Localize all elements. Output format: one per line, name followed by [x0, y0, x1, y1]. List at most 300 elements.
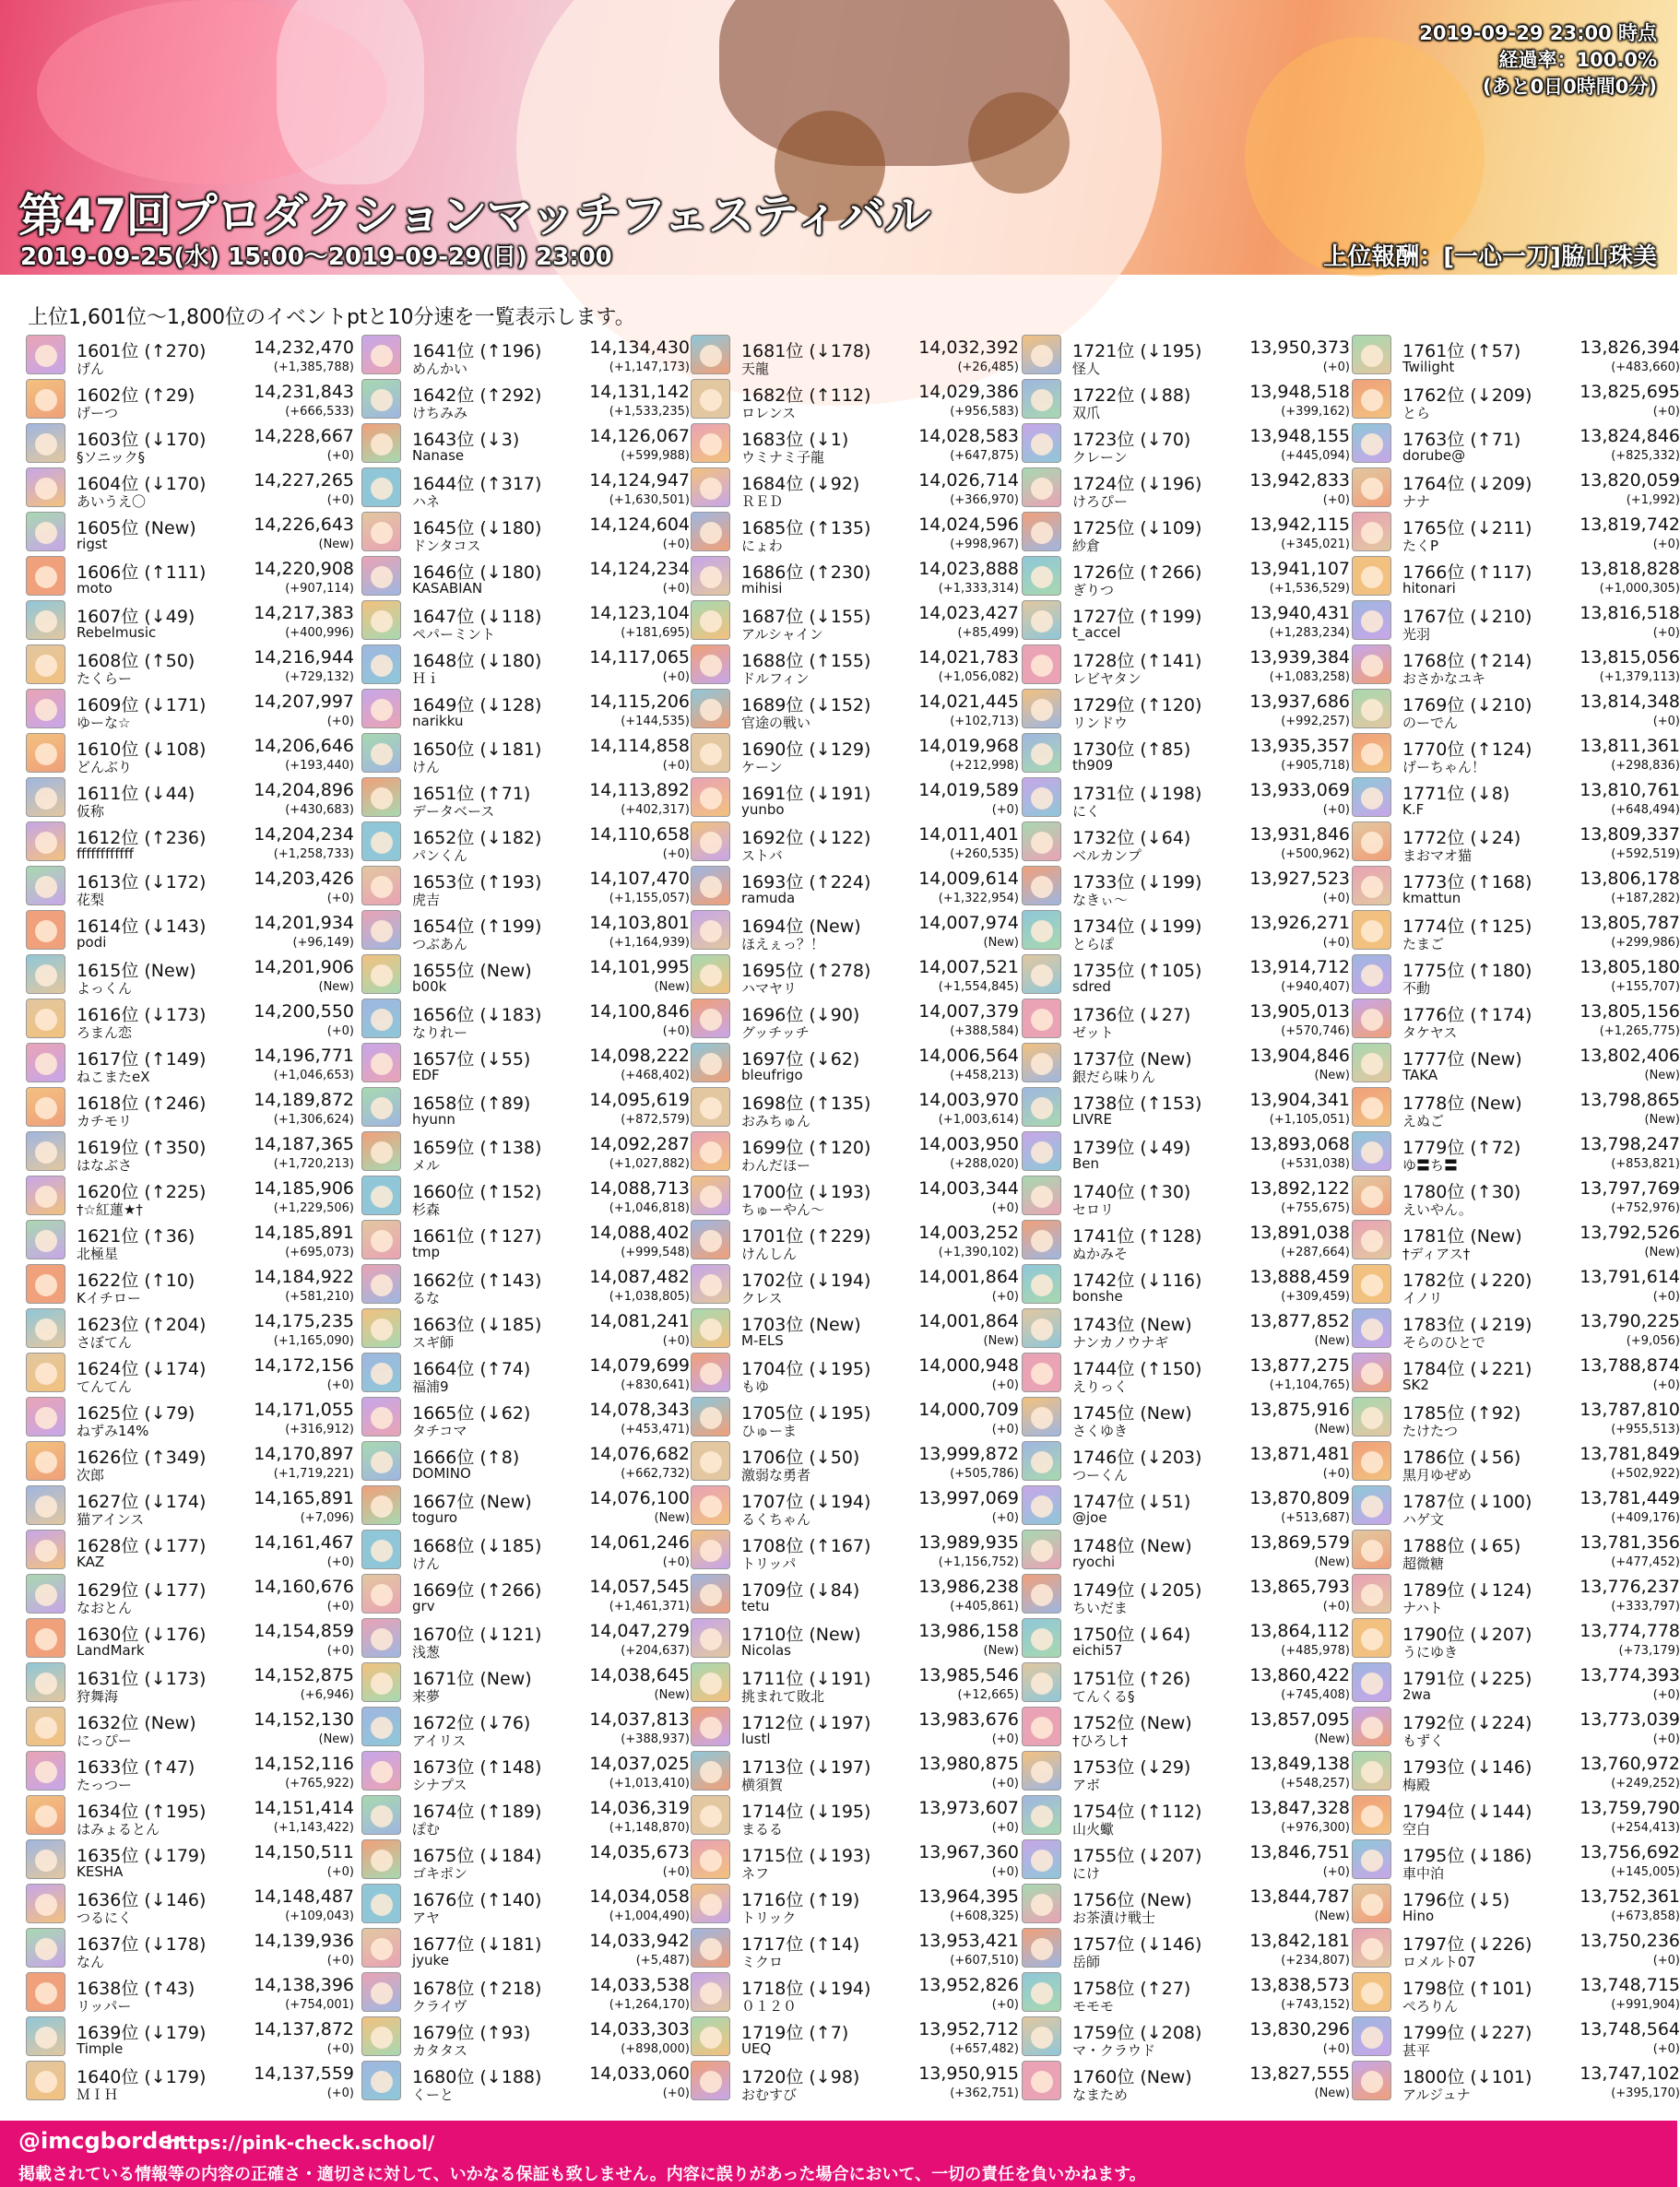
- avatar: [1022, 910, 1061, 950]
- rank-label: 1766位 (↑117): [1402, 562, 1532, 583]
- avatar: [361, 2016, 401, 2056]
- avatar: [361, 1131, 401, 1171]
- avatar: [1352, 733, 1391, 773]
- producer-name: 光羽: [1402, 626, 1431, 643]
- ranking-row: [691, 422, 1019, 467]
- producer-name: けん: [412, 1555, 441, 1572]
- avatar: [1022, 600, 1061, 640]
- producer-name: データベース: [412, 803, 495, 820]
- producer-name: うにゆき: [1402, 1644, 1459, 1661]
- producer-name: ロレンス: [741, 405, 797, 421]
- points-diff: (+0): [1652, 1688, 1680, 1702]
- rank-label: 1725位 (↓109): [1072, 518, 1202, 538]
- ranking-row: [691, 599, 1019, 644]
- points-diff: (New): [318, 538, 354, 551]
- points-diff: (+0): [326, 1024, 354, 1038]
- producer-name: 激弱な勇者: [741, 1467, 811, 1484]
- avatar: [1352, 1441, 1391, 1481]
- event-points: 13,798,247: [1579, 1134, 1680, 1154]
- ranking-row: [26, 909, 354, 953]
- rank-label: 1752位 (New): [1072, 1713, 1192, 1733]
- rank-label: 1771位 (↓8): [1402, 784, 1510, 804]
- footer-handle[interactable]: @imcgborder: [18, 2128, 184, 2154]
- avatar: [691, 822, 730, 861]
- points-diff: (New): [1314, 1423, 1350, 1436]
- ranking-row: [1022, 1794, 1350, 1838]
- ranking-row: [26, 1352, 354, 1396]
- avatar: [26, 1795, 65, 1835]
- avatar: [1022, 954, 1061, 994]
- avatar: [361, 423, 401, 463]
- avatar: [1352, 644, 1391, 684]
- rank-label: 1619位 (↑350): [77, 1138, 207, 1158]
- points-diff: (+1,992): [1626, 493, 1680, 507]
- points-diff: (+673,858): [1611, 1909, 1680, 1923]
- avatar: [691, 467, 730, 507]
- event-points: 14,036,319: [589, 1798, 690, 1818]
- ranking-row: [1022, 909, 1350, 953]
- event-points: 14,028,583: [918, 426, 1019, 446]
- ranking-row: [691, 953, 1019, 998]
- avatar: [26, 1220, 65, 1259]
- points-diff: (+1,306,624): [273, 1113, 354, 1127]
- avatar: [361, 910, 401, 950]
- producer-name: 花梨: [77, 892, 105, 908]
- rank-label: 1693位 (↑224): [741, 872, 871, 893]
- avatar: [26, 733, 65, 773]
- avatar: [691, 379, 730, 419]
- avatar: [26, 1264, 65, 1304]
- points-diff: (+581,210): [285, 1290, 354, 1304]
- ranking-row: [691, 1307, 1019, 1352]
- event-points: 14,032,392: [918, 337, 1019, 358]
- producer-name: けんしん: [741, 1246, 798, 1262]
- avatar: [26, 910, 65, 950]
- producer-name: sdred: [1072, 978, 1111, 995]
- ranking-row: [361, 1750, 690, 1794]
- rank-label: 1799位 (↓227): [1402, 2023, 1532, 2043]
- points-diff: (+249,252): [1611, 1777, 1680, 1791]
- points-diff: (+0): [1652, 1954, 1680, 1968]
- points-diff: (+0): [326, 493, 354, 507]
- producer-name: 梅殿: [1402, 1777, 1431, 1793]
- rank-label: 1616位 (↓173): [77, 1005, 207, 1025]
- event-points: 14,035,673: [589, 1842, 690, 1862]
- producer-name: bonshe: [1072, 1288, 1123, 1305]
- avatar: [1352, 1131, 1391, 1171]
- rank-label: 1800位 (↓101): [1402, 2067, 1532, 2087]
- producer-name: †ひろし†: [1072, 1732, 1129, 1749]
- ranking-row: [691, 2060, 1019, 2104]
- producer-name: ＭＩＨ: [77, 2087, 119, 2103]
- event-points: 13,927,523: [1249, 869, 1350, 889]
- avatar: [1352, 1220, 1391, 1259]
- points-diff: (+513,687): [1281, 1511, 1350, 1525]
- rank-label: 1760位 (New): [1072, 2067, 1192, 2087]
- points-diff: (+299,986): [1611, 936, 1680, 950]
- event-points: 14,076,682: [589, 1444, 690, 1464]
- ranking-row: [1022, 1086, 1350, 1130]
- ranking-row: [361, 378, 690, 422]
- rank-label: 1634位 (↑195): [77, 1802, 207, 1822]
- producer-name: Rebelmusic: [77, 624, 157, 641]
- event-points: 14,033,942: [589, 1931, 690, 1951]
- rank-label: 1762位 (↓209): [1402, 385, 1532, 406]
- rank-label: 1738位 (↑153): [1072, 1094, 1202, 1114]
- avatar: [691, 1308, 730, 1348]
- rank-label: 1620位 (↑225): [77, 1182, 207, 1202]
- event-points: 14,078,343: [589, 1400, 690, 1420]
- event-points: 14,160,676: [254, 1577, 354, 1597]
- footer-url[interactable]: https://pink-check.school/: [166, 2132, 435, 2154]
- rank-label: 1764位 (↓209): [1402, 474, 1532, 494]
- rank-label: 1784位 (↓221): [1402, 1359, 1532, 1379]
- ranking-row: [26, 467, 354, 511]
- avatar: [1022, 1795, 1061, 1835]
- points-diff: (+0): [1322, 1600, 1350, 1614]
- avatar: [1022, 1176, 1061, 1215]
- avatar: [1352, 1972, 1391, 2012]
- ranking-row: [1022, 1573, 1350, 1617]
- producer-name: 浅葱: [412, 1644, 441, 1661]
- event-points: 14,123,104: [589, 603, 690, 623]
- rank-label: 1702位 (↓194): [741, 1271, 871, 1291]
- points-diff: (+0): [1322, 803, 1350, 817]
- ranking-row: [361, 688, 690, 732]
- ranking-row: [1352, 1263, 1680, 1307]
- ranking-row: [1352, 422, 1680, 467]
- points-diff: (+905,718): [1281, 759, 1350, 773]
- ranking-column: [26, 334, 354, 2104]
- ranking-row: [691, 998, 1019, 1042]
- producer-name: たけたつ: [1402, 1423, 1459, 1439]
- points-diff: (+0): [991, 1821, 1019, 1835]
- event-points: 14,088,713: [589, 1178, 690, 1199]
- event-points: 13,838,573: [1249, 1975, 1350, 1995]
- ranking-row: [361, 555, 690, 599]
- producer-name: ０１２０: [741, 1998, 798, 2015]
- points-diff: (+729,132): [285, 670, 354, 684]
- rank-label: 1740位 (↑30): [1072, 1182, 1191, 1202]
- avatar: [1352, 335, 1391, 374]
- rank-label: 1671位 (New): [412, 1669, 532, 1689]
- avatar: [361, 1264, 401, 1304]
- rank-label: 1677位 (↓181): [412, 1934, 542, 1955]
- producer-name: toguro: [412, 1509, 458, 1526]
- event-points: 14,003,344: [918, 1178, 1019, 1199]
- producer-name: t_accel: [1072, 624, 1121, 641]
- avatar: [691, 954, 730, 994]
- event-points: 14,200,550: [254, 1001, 354, 1022]
- rank-label: 1696位 (↓90): [741, 1005, 860, 1025]
- avatar: [1352, 1574, 1391, 1614]
- event-points: 14,057,545: [589, 1577, 690, 1597]
- event-points: 13,846,751: [1249, 1842, 1350, 1862]
- rank-label: 1722位 (↓88): [1072, 385, 1191, 406]
- avatar: [1352, 1087, 1391, 1127]
- avatar: [691, 1839, 730, 1879]
- avatar: [26, 2016, 65, 2056]
- avatar: [1022, 1618, 1061, 1658]
- event-points: 14,003,970: [918, 1090, 1019, 1110]
- event-points: 13,926,271: [1249, 913, 1350, 933]
- rank-label: 1637位 (↓178): [77, 1934, 207, 1955]
- points-diff: (+0): [662, 1334, 690, 1348]
- points-diff: (+502,922): [1611, 1467, 1680, 1481]
- avatar: [691, 1220, 730, 1259]
- ranking-row: [691, 1440, 1019, 1484]
- points-diff: (+5,487): [635, 1954, 690, 1968]
- points-diff: (+853,821): [1611, 1157, 1680, 1171]
- rank-label: 1796位 (↓5): [1402, 1890, 1510, 1910]
- ranking-row: [1352, 1883, 1680, 1927]
- rank-label: 1625位 (↓79): [77, 1403, 195, 1424]
- ranking-row: [361, 1440, 690, 1484]
- page-subtitle: 上位1,601位～1,800位のイベントptと10分速を一覧表示します。: [28, 306, 635, 329]
- avatar: [691, 1485, 730, 1525]
- rank-label: 1641位 (↑196): [412, 341, 542, 361]
- producer-name: えいやん。: [1402, 1201, 1473, 1218]
- points-diff: (+570,746): [1281, 1024, 1350, 1038]
- ranking-row: [691, 1971, 1019, 2016]
- producer-name: grv: [412, 1598, 435, 1614]
- producer-name: ぬかみそ: [1072, 1246, 1129, 1262]
- avatar: [1022, 1308, 1061, 1348]
- rank-label: 1736位 (↓27): [1072, 1005, 1191, 1025]
- ranking-row: [1352, 1971, 1680, 2016]
- avatar: [361, 954, 401, 994]
- producer-name: ryochi: [1072, 1554, 1116, 1570]
- avatar: [361, 733, 401, 773]
- rank-label: 1719位 (↑7): [741, 2023, 849, 2043]
- event-points: 13,931,846: [1249, 824, 1350, 845]
- avatar: [691, 777, 730, 817]
- event-points: 13,950,373: [1249, 337, 1350, 358]
- ranking-column: [691, 334, 1019, 2104]
- event-points: 14,114,858: [589, 736, 690, 756]
- rank-label: 1611位 (↓44): [77, 784, 195, 804]
- ranking-row: [691, 909, 1019, 953]
- event-points: 13,756,692: [1579, 1842, 1680, 1862]
- producer-name: なきぃ～: [1072, 892, 1129, 908]
- producer-name: ウミナミ子龍: [741, 449, 825, 466]
- event-points: 14,000,709: [918, 1400, 1019, 1420]
- ranking-row: [1022, 555, 1350, 599]
- ranking-row: [26, 1484, 354, 1529]
- points-diff: (+1,148,870): [609, 1821, 690, 1835]
- producer-name: 福浦9: [412, 1378, 449, 1395]
- points-diff: (+0): [1652, 1732, 1680, 1746]
- rank-label: 1682位 (↑112): [741, 385, 871, 406]
- producer-name: アイリス: [412, 1732, 467, 1749]
- rank-label: 1790位 (↓207): [1402, 1625, 1532, 1645]
- rank-label: 1732位 (↓64): [1072, 828, 1191, 848]
- rank-label: 1750位 (↓64): [1072, 1625, 1191, 1645]
- points-diff: (+0): [991, 1865, 1019, 1879]
- event-points: 13,818,828: [1579, 559, 1680, 579]
- avatar: [26, 1308, 65, 1348]
- avatar: [691, 2061, 730, 2100]
- ranking-row: [361, 1263, 690, 1307]
- producer-name: レビヤタン: [1072, 670, 1142, 687]
- event-points: 13,942,115: [1249, 514, 1350, 535]
- ranking-row: [1022, 1396, 1350, 1440]
- event-points: 14,184,922: [254, 1267, 354, 1287]
- producer-name: ＲＥＤ: [741, 493, 784, 510]
- producer-name: Timple: [77, 2040, 124, 2057]
- rank-label: 1710位 (New): [741, 1625, 861, 1645]
- ranking-row: [26, 2016, 354, 2060]
- avatar: [361, 777, 401, 817]
- event-points: 13,781,849: [1579, 1444, 1680, 1464]
- producer-name: まるる: [741, 1821, 784, 1838]
- event-points: 13,776,237: [1579, 1577, 1680, 1597]
- producer-name: アヤ: [412, 1909, 441, 1926]
- event-points: 14,228,667: [254, 426, 354, 446]
- event-points: 13,747,102: [1579, 2063, 1680, 2084]
- points-diff: (+399,162): [1281, 405, 1350, 419]
- avatar: [691, 1928, 730, 1968]
- producer-name: のーでん: [1402, 715, 1459, 731]
- points-diff: (+745,408): [1281, 1688, 1350, 1702]
- points-diff: (+1,258,733): [273, 847, 354, 861]
- rank-label: 1623位 (↑204): [77, 1315, 207, 1335]
- producer-name: ぺろりん: [1402, 1998, 1459, 2015]
- producer-name: ナナ: [1402, 493, 1431, 510]
- producer-name: とらぽ: [1072, 936, 1115, 952]
- producer-name: ハマヤリ: [741, 980, 798, 997]
- avatar: [26, 777, 65, 817]
- points-diff: (+1,390,102): [938, 1246, 1019, 1259]
- ranking-row: [26, 1440, 354, 1484]
- ranking-row: [361, 953, 690, 998]
- rank-label: 1789位 (↓124): [1402, 1580, 1532, 1601]
- ranking-row: [691, 1794, 1019, 1838]
- ranking-row: [361, 1883, 690, 1927]
- points-diff: (+145,005): [1611, 1865, 1680, 1879]
- avatar: [1022, 556, 1061, 596]
- producer-name: ナンカノウナギ: [1072, 1334, 1169, 1351]
- avatar: [1352, 1618, 1391, 1658]
- points-diff: (+1,056,082): [938, 670, 1019, 684]
- avatar: [361, 335, 401, 374]
- producer-name: おさかなユキ: [1402, 670, 1486, 687]
- rank-label: 1679位 (↑93): [412, 2023, 531, 2043]
- producer-name: ナハト: [1402, 1600, 1443, 1616]
- event-points: 13,877,852: [1249, 1311, 1350, 1331]
- ranking-row: [1022, 1307, 1350, 1352]
- points-diff: (+388,937): [621, 1732, 690, 1746]
- ranking-row: [26, 555, 354, 599]
- avatar: [1022, 1397, 1061, 1436]
- producer-name: b00k: [412, 978, 447, 995]
- avatar: [1352, 1264, 1391, 1304]
- rank-label: 1672位 (↓76): [412, 1713, 531, 1733]
- event-points: 13,748,715: [1579, 1975, 1680, 1995]
- producer-name: 横須賀: [741, 1777, 784, 1793]
- producer-name: 車中泊: [1402, 1865, 1445, 1882]
- rank-label: 1606位 (↑111): [77, 562, 207, 583]
- event-points: 13,952,712: [918, 2019, 1019, 2039]
- points-diff: (+1,046,818): [609, 1201, 690, 1215]
- timestamp: 2019-09-29 23:00 時点: [1419, 22, 1657, 44]
- rank-label: 1626位 (↑349): [77, 1448, 207, 1468]
- producer-name: K.F: [1402, 801, 1425, 818]
- rank-label: 1609位 (↓171): [77, 695, 207, 715]
- producer-name: DOMINO: [412, 1465, 471, 1482]
- ranking-row: [691, 511, 1019, 555]
- ranking-row: [26, 1263, 354, 1307]
- avatar: [26, 1618, 65, 1658]
- producer-name: クライヴ: [412, 1998, 467, 2015]
- ranking-row: [26, 821, 354, 865]
- avatar: [691, 644, 730, 684]
- points-diff: (+666,533): [285, 405, 354, 419]
- ranking-row: [1352, 732, 1680, 776]
- points-diff: (+204,637): [621, 1644, 690, 1658]
- avatar: [1352, 1884, 1391, 1923]
- producer-name: mihisi: [741, 580, 783, 597]
- avatar: [1352, 1795, 1391, 1835]
- ranking-row: [26, 2060, 354, 2104]
- points-diff: (+109,043): [285, 1909, 354, 1923]
- ranking-row: [691, 1927, 1019, 1971]
- producer-name: Nanase: [412, 447, 465, 464]
- event-points: 13,819,742: [1579, 514, 1680, 535]
- rank-label: 1607位 (↓49): [77, 607, 195, 627]
- ranking-row: [26, 1175, 354, 1219]
- rank-label: 1797位 (↓226): [1402, 1934, 1532, 1955]
- rank-label: 1770位 (↑124): [1402, 739, 1532, 760]
- producer-name: メル: [412, 1157, 441, 1174]
- ranking-row: [1352, 776, 1680, 821]
- avatar: [26, 866, 65, 905]
- producer-name: tetu: [741, 1598, 770, 1614]
- producer-name: げーちゃん！: [1402, 759, 1486, 775]
- avatar: [26, 1441, 65, 1481]
- avatar: [1022, 1043, 1061, 1082]
- points-diff: (+453,471): [621, 1423, 690, 1436]
- ranking-row: [691, 732, 1019, 776]
- points-diff: (+752,976): [1611, 1201, 1680, 1215]
- points-diff: (+402,317): [621, 803, 690, 817]
- producer-name: dorube@: [1402, 447, 1466, 464]
- avatar: [26, 1353, 65, 1392]
- rank-label: 1646位 (↓180): [412, 562, 542, 583]
- avatar: [1022, 1839, 1061, 1879]
- avatar: [691, 1530, 730, 1569]
- ranking-row: [26, 1750, 354, 1794]
- ranking-row: [691, 865, 1019, 909]
- rank-label: 1757位 (↓146): [1072, 1934, 1202, 1955]
- points-diff: (+500,962): [1281, 847, 1350, 861]
- event-points: 13,989,935: [918, 1532, 1019, 1553]
- rank-label: 1655位 (New): [412, 961, 532, 981]
- ranking-row: [691, 1484, 1019, 1529]
- event-points: 14,151,414: [254, 1798, 354, 1818]
- event-points: 13,759,790: [1579, 1798, 1680, 1818]
- event-points: 13,787,810: [1579, 1400, 1680, 1420]
- avatar: [26, 1928, 65, 1968]
- rank-label: 1630位 (↓176): [77, 1625, 207, 1645]
- ranking-row: [361, 1175, 690, 1219]
- producer-name: なおとん: [77, 1600, 133, 1616]
- event-points: 13,781,449: [1579, 1488, 1680, 1508]
- event-points: 13,904,341: [1249, 1090, 1350, 1110]
- producer-name: jyuke: [412, 1952, 449, 1968]
- rank-label: 1631位 (↓173): [77, 1669, 207, 1689]
- event-points: 13,980,875: [918, 1754, 1019, 1774]
